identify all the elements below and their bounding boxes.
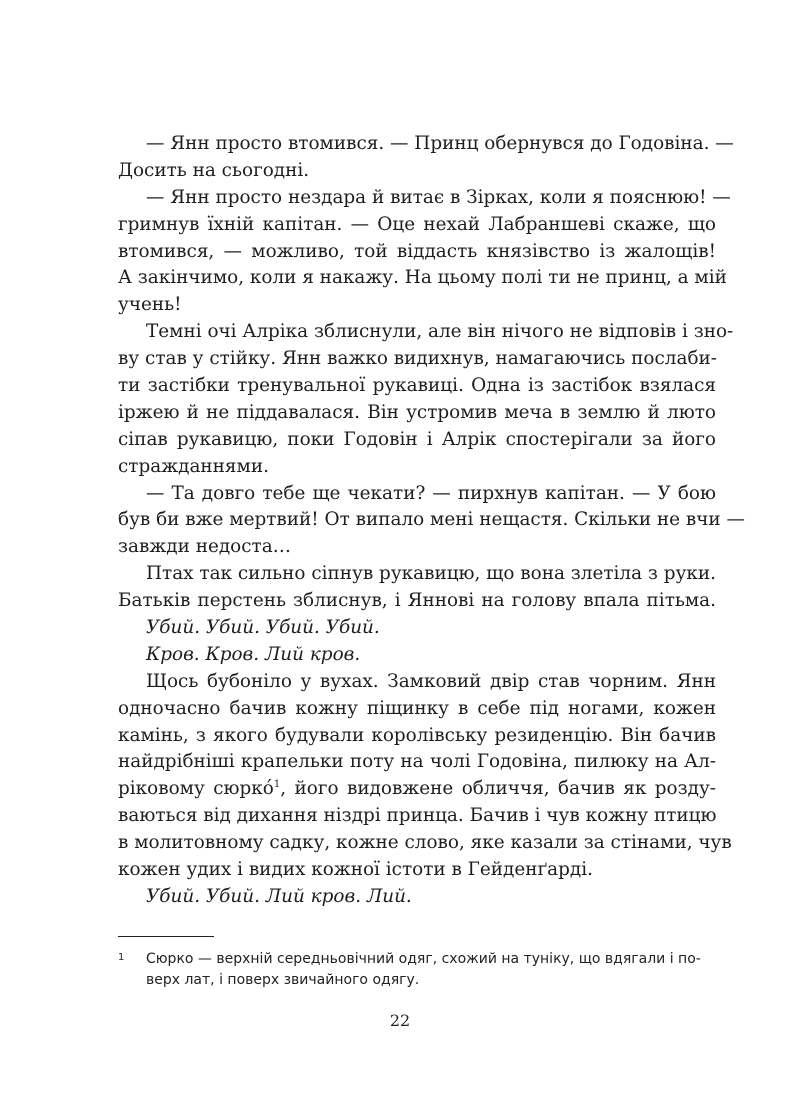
- footnote-reference[interactable]: 1: [273, 779, 281, 791]
- italic-line: Убий. Убий. Лий кров. Лий.: [146, 885, 412, 907]
- footnote-separator: [118, 936, 214, 937]
- text-line: іржею й не піддавалася. Він устромив меча в землю й люто: [118, 401, 716, 423]
- italic-line: Кров. Кров. Лий кров.: [146, 643, 361, 665]
- page-number: 22: [389, 1011, 411, 1030]
- text-line-with-footnote: [118, 776, 716, 803]
- text-line: завжди недоста…: [118, 536, 292, 558]
- text-segment: ріковому сюркó: [118, 778, 274, 800]
- footnote-marker: 1: [118, 952, 125, 963]
- text-line: сіпав рукавицю, поки Годовін і Алрік спостерігали за його: [118, 428, 716, 450]
- text-line: — Та довго тебе ще чекати? — пирхнув капітан. — У бою: [146, 482, 716, 504]
- footnote: [118, 949, 716, 991]
- text-line: — Янн просто нездара й витає в Зірках, коли я пояснюю! —: [146, 186, 731, 208]
- text-line: Досить на сьогодні.: [118, 159, 310, 181]
- text-line: був би вже мертвий! От випало мені нещастя. Скільки не вчи —: [118, 509, 745, 531]
- text-line: Батьків перстень зблиснув, і Яннові на голову впала пітьма.: [118, 590, 716, 612]
- text-line: ти застібки тренувальної рукавиці. Одна із застібок взялася: [118, 375, 716, 397]
- footnote-line: верх лат, і поверх звичайного одягу.: [146, 972, 420, 988]
- body-text: [118, 131, 745, 911]
- text-line: Щось бубоніло у вухах. Замковий двір став чорним. Янн: [146, 670, 716, 692]
- text-line: Темні очі Алріка зблиснули, але він нічого не відповів і зно-: [146, 321, 734, 343]
- text-line: найдрібніші крапельки поту на чолі Годовіна, пилюку на Ал-: [118, 751, 716, 773]
- text-line: ву став у стійку. Янн важко видихнув, намагаючись послаби-: [118, 348, 717, 370]
- text-line: — Янн просто втомився. — Принц обернувся до Годовіна. —: [146, 133, 734, 154]
- italic-line: Убий. Убий. Убий. Убий.: [146, 617, 380, 639]
- text-line: в молитовному садку, кожне слово, яке казали за стінами, чув: [118, 832, 732, 854]
- text-line: А закінчимо, коли я накажу. На цьому полі ти не принц, а мій: [118, 267, 727, 289]
- text-line: Птах так сильно сіпнув рукавицю, що вона злетіла з руки.: [146, 563, 716, 585]
- text-line: ваються від дихання ніздрі принца. Бачив і чув кожну птицю: [118, 805, 717, 827]
- text-line: гримнув їхній капітан. — Оце нехай Лабраншеві скаже, що: [118, 213, 716, 235]
- text-segment: , його видовжене обличчя, бачив як розду-: [280, 778, 716, 800]
- text-line: втомився, — можливо, той віддасть князівство із жалощів!: [118, 240, 716, 262]
- text-line: стражданнями.: [118, 455, 269, 477]
- text-line: учень!: [118, 294, 182, 316]
- footnote-line: Сюрко — верхній середньовічний одяг, схожий на туніку, що вдягали і по-: [146, 951, 701, 967]
- text-line: кожен удих і видих кожної істоти в Гейденґарді.: [118, 859, 593, 881]
- text-line: камінь, з якого будували королівську резиденцію. Він бачив: [118, 724, 716, 746]
- text-line: одночасно бачив кожну піщинку в себе під ногами, кожен: [118, 697, 716, 719]
